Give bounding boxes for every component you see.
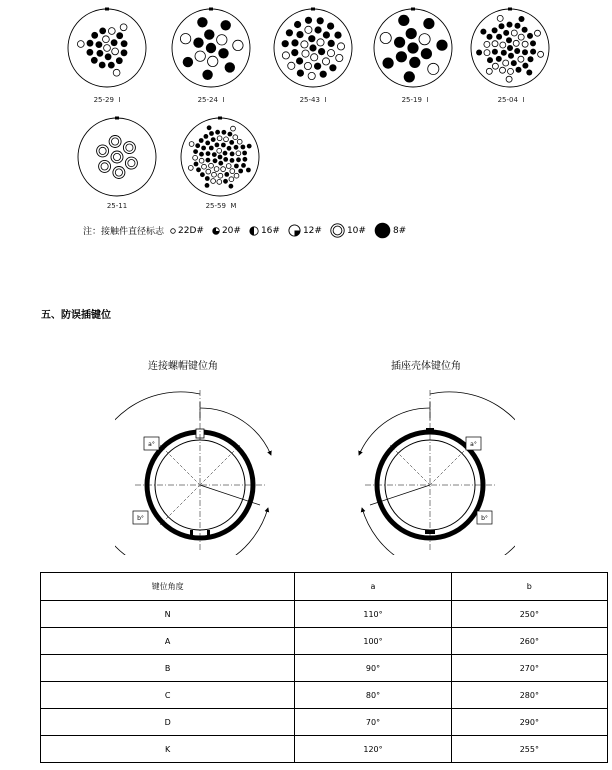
contact-pin [231, 126, 236, 131]
contact-pin [218, 173, 223, 178]
contact-pin [304, 62, 311, 69]
contact-pin [282, 52, 289, 59]
contact-pin [218, 161, 223, 166]
table-cell: 270° [451, 655, 607, 682]
contact-pin [211, 137, 216, 142]
contact-pin [501, 50, 507, 56]
contact-pin [323, 31, 330, 38]
contact-pin [96, 41, 103, 48]
contact-pin [217, 35, 227, 45]
connector-key [218, 117, 222, 120]
table-cell: 280° [451, 682, 607, 709]
table-row [41, 736, 608, 763]
table-row [41, 682, 608, 709]
contact-pin [305, 17, 312, 24]
contact-pin [204, 29, 214, 39]
contact-pin [522, 27, 528, 33]
contact-pin [241, 163, 246, 168]
contact-pin [514, 48, 520, 54]
contact-pin [318, 48, 325, 55]
contact-pin [218, 155, 223, 160]
contact-pin [193, 38, 203, 48]
connector-key [508, 8, 512, 11]
contact-22d-icon [170, 228, 176, 234]
contact-pin [394, 37, 405, 48]
contact-pin [309, 44, 316, 51]
contact-pin [522, 41, 528, 47]
contact-pin [407, 42, 418, 53]
contact-pin [230, 152, 235, 157]
contact-pin [337, 43, 344, 50]
contact-pin [209, 163, 214, 168]
contact-pin [227, 146, 232, 151]
contact-pin [105, 53, 112, 60]
contact-pin [120, 24, 127, 31]
key-angle-table [40, 572, 608, 763]
contact-pin [383, 58, 394, 69]
contact-pin [236, 157, 241, 162]
contact-pin [199, 152, 204, 157]
table-cell: 250° [451, 601, 607, 628]
contact-size-legend [83, 222, 414, 239]
contact-pin [209, 146, 214, 151]
contact-pin [222, 130, 227, 135]
contact-pin [230, 169, 235, 174]
contact-pin [234, 173, 239, 178]
contact-pin [519, 16, 525, 22]
contact-pin [201, 146, 206, 151]
connector-layouts [0, 0, 612, 215]
contact-pin [213, 158, 218, 163]
contact-pin [97, 50, 104, 57]
contact-pin [314, 63, 321, 70]
contact-pin [406, 28, 417, 39]
contact-pin [396, 51, 407, 62]
contact-pin [223, 179, 228, 184]
contact-pin [327, 23, 334, 30]
contact-pin [206, 169, 211, 174]
contact-pin [301, 41, 308, 48]
table-cell: C [41, 682, 295, 709]
contact-pin [233, 135, 238, 140]
table-cell: D [41, 709, 295, 736]
table-cell: 120° [295, 736, 451, 763]
contact-pin [515, 23, 521, 29]
contact-pin [202, 164, 207, 169]
contact-pin [228, 132, 233, 137]
contact-pin [436, 40, 447, 51]
angle-a-label: a° [148, 441, 155, 448]
contact-pin [196, 167, 201, 172]
contact-pin [188, 166, 193, 171]
contact-pin [215, 143, 220, 148]
contact-pin [516, 67, 522, 73]
contact-pin [421, 48, 432, 59]
connector-label-25-11: 25-11 [106, 202, 128, 210]
contact-pin [507, 45, 513, 51]
contact-pin [308, 72, 315, 79]
connector-key [209, 8, 213, 11]
table-cell: 260° [451, 628, 607, 655]
contact-pin [302, 50, 309, 57]
contact-pin [246, 168, 251, 173]
contact-pin [233, 40, 243, 50]
contact-pin [527, 33, 533, 39]
contact-pin [116, 32, 123, 39]
contact-pin [398, 15, 409, 26]
contact-pin [229, 140, 234, 145]
contact-pin [487, 57, 493, 63]
contact-pin [112, 48, 119, 55]
contact-pin [104, 45, 111, 52]
contact-pin [334, 31, 341, 38]
contact-20-icon [212, 227, 220, 235]
contact-pin [206, 43, 216, 53]
contact-pin [535, 30, 541, 36]
contact-pin [212, 152, 217, 157]
contact-pin [320, 71, 327, 78]
contact-pin [282, 40, 289, 47]
contact-pin [322, 58, 329, 65]
contact-pin [492, 63, 498, 69]
contact-pin [200, 172, 205, 177]
angle-b-label-right: b° [481, 515, 488, 522]
connector-label-25-24: 25-24 I [197, 96, 225, 104]
contact-pin [522, 49, 528, 55]
contact-pin [99, 62, 106, 69]
table-cell: N [41, 601, 295, 628]
contact-pin [193, 155, 198, 160]
contact-pin [91, 57, 98, 64]
contact-pin [99, 28, 106, 35]
contact-pin [211, 179, 216, 184]
contact-pin [111, 39, 118, 46]
contact-pin [204, 134, 209, 139]
contact-pin [380, 32, 391, 43]
contact-pin [237, 139, 242, 144]
contact-pin [291, 49, 298, 56]
contact-pin [506, 37, 512, 43]
connector-face [78, 118, 156, 196]
contact-pin [223, 157, 228, 162]
contact-pin [522, 63, 528, 69]
contact-pin [296, 57, 303, 64]
contact-pin [317, 17, 324, 24]
legend-10: 10# [330, 223, 366, 238]
contact-pin [484, 50, 490, 56]
contact-pin [423, 18, 434, 29]
contact-pin [486, 68, 492, 74]
table-row [41, 628, 608, 655]
contact-pin [197, 17, 207, 27]
contact-pin [217, 180, 222, 185]
table-cell: 255° [451, 736, 607, 763]
contact-pin [223, 151, 228, 156]
contact-pin [218, 48, 228, 58]
contact-pin [226, 164, 231, 169]
contact-pin [202, 70, 212, 80]
contact-pin [241, 145, 246, 150]
contact-pin [500, 42, 506, 48]
contact-pin [205, 183, 210, 188]
contact-pin [214, 167, 219, 172]
connector-label-25-43: 25-43 I [299, 96, 327, 104]
contact-pin [229, 184, 234, 189]
contact-pin [327, 50, 334, 57]
contact-pin [247, 144, 252, 149]
contact-pin [189, 142, 194, 147]
contact-pin [224, 172, 229, 177]
diagram-left-title: 连接螺帽键位角 [148, 361, 218, 372]
contact-pin [487, 34, 493, 40]
contact-pin [286, 29, 293, 36]
contact-pin [492, 41, 498, 47]
contact-pin [528, 56, 534, 62]
contact-16-icon [249, 226, 259, 236]
contact-pin [180, 34, 190, 44]
contact-pin [297, 70, 304, 77]
legend-20: 20# [212, 226, 241, 236]
column-header-a: a [295, 573, 451, 601]
receptacle-shell-key-diagram [340, 380, 515, 555]
contact-pin [311, 54, 318, 61]
coupling-nut-key-diagram [115, 380, 290, 555]
contact-pin [308, 35, 315, 42]
contact-pin [428, 63, 439, 74]
contact-pin [500, 67, 506, 73]
connector-key [105, 8, 109, 11]
table-cell: 90° [295, 655, 451, 682]
contact-pin [530, 49, 536, 55]
contact-pin [234, 145, 239, 150]
contact-pin [492, 27, 498, 33]
contact-pin [513, 40, 519, 46]
contact-pin [215, 130, 220, 135]
contact-8-icon [374, 222, 391, 239]
contact-pin [242, 151, 247, 156]
contact-pin [108, 28, 115, 35]
contact-pin [217, 136, 222, 141]
contact-pin [108, 62, 115, 69]
contact-pin [526, 70, 532, 76]
contact-pin [499, 23, 505, 29]
contact-pin [492, 49, 498, 55]
contact-pin [508, 53, 514, 59]
contact-pin [530, 40, 536, 46]
contact-pin [87, 40, 94, 47]
contact-pin [409, 57, 420, 68]
contact-pin [317, 39, 324, 46]
contact-pin [238, 169, 243, 174]
contact-pin [91, 32, 98, 39]
table-header-row [41, 573, 608, 601]
table-cell: 110° [295, 601, 451, 628]
table-row [41, 601, 608, 628]
table-row [41, 709, 608, 736]
legend-prefix: 注：接触件直径标志 [83, 227, 165, 237]
contact-12-icon [288, 224, 301, 237]
contact-pin [221, 20, 231, 30]
contact-pin [209, 131, 214, 136]
contact-pin [506, 76, 512, 82]
contact-pin [305, 26, 312, 33]
contact-pin [234, 164, 239, 169]
legend-22d: 22D# [170, 226, 204, 236]
contact-pin [538, 51, 544, 57]
contact-pin [230, 158, 235, 163]
contact-pin [224, 137, 229, 142]
contact-pin [518, 34, 524, 40]
table-cell: A [41, 628, 295, 655]
contact-pin [329, 64, 336, 71]
contact-pin [103, 36, 110, 43]
contact-pin [503, 30, 509, 36]
connector-key [411, 8, 415, 11]
contact-pin [207, 125, 212, 130]
contact-pin [419, 34, 430, 45]
contact-pin [116, 57, 123, 64]
table-cell: B [41, 655, 295, 682]
table-cell: 100° [295, 628, 451, 655]
contact-pin [315, 26, 322, 33]
contact-pin [243, 157, 248, 162]
connector-key [115, 117, 119, 120]
contact-pin [194, 162, 199, 167]
contact-pin [484, 41, 490, 47]
contact-pin [206, 158, 211, 163]
contact-pin [121, 49, 128, 56]
contact-pin [511, 60, 517, 66]
contact-pin [77, 41, 84, 48]
contact-pin [503, 60, 509, 66]
contact-pin [113, 69, 120, 76]
contact-pin [221, 167, 226, 172]
legend-12: 12# [288, 224, 322, 237]
contact-pin [229, 177, 234, 182]
column-header-b: b [451, 573, 607, 601]
contact-pin [288, 62, 295, 69]
angle-a-label-right: a° [470, 441, 477, 448]
contact-pin [496, 56, 502, 62]
contact-pin [225, 62, 235, 72]
connector-label-25-59: 25-59 M [205, 202, 237, 210]
contact-pin [480, 29, 486, 35]
angle-b-label: b° [137, 515, 144, 522]
contact-pin [336, 54, 343, 61]
contact-pin [195, 143, 200, 148]
contact-pin [511, 30, 517, 36]
connector-key [311, 8, 315, 11]
contact-pin [507, 22, 513, 28]
contact-pin [208, 56, 218, 66]
contact-pin [87, 49, 94, 56]
contact-pin [121, 40, 128, 47]
contact-pin [183, 57, 193, 67]
contact-pin [205, 141, 210, 146]
contact-pin [508, 68, 514, 74]
section-title: 五、防误插键位 [41, 310, 111, 321]
connector-label-25-04: 25-04 I [497, 96, 525, 104]
contact-pin [205, 176, 210, 181]
table-cell: K [41, 736, 295, 763]
contact-pin [496, 34, 502, 40]
contact-pin [193, 149, 198, 154]
contact-pin [291, 39, 298, 46]
contact-pin [199, 138, 204, 143]
contact-10-icon [330, 223, 345, 238]
column-header-key: 键位角度 [41, 573, 295, 601]
contact-pin [294, 21, 301, 28]
contact-pin [328, 40, 335, 47]
contact-pin [296, 31, 303, 38]
connector-label-25-19: 25-19 I [401, 96, 429, 104]
contact-pin [236, 151, 241, 156]
contact-pin [404, 71, 415, 82]
connector-label-25-29: 25-29 I [93, 96, 121, 104]
diagram-right-title: 插座壳体键位角 [391, 361, 461, 372]
contact-pin [212, 172, 217, 177]
contact-pin [206, 151, 211, 156]
table-cell: 290° [451, 709, 607, 736]
contact-pin [195, 51, 205, 61]
legend-8: 8# [374, 222, 406, 239]
contact-pin [199, 158, 204, 163]
contact-pin [221, 143, 226, 148]
table-cell: 70° [295, 709, 451, 736]
table-cell: 80° [295, 682, 451, 709]
contact-pin [476, 50, 482, 56]
table-row [41, 655, 608, 682]
legend-16: 16# [249, 226, 280, 236]
contact-pin [217, 148, 222, 153]
contact-pin [518, 56, 524, 62]
contact-pin [497, 15, 503, 21]
